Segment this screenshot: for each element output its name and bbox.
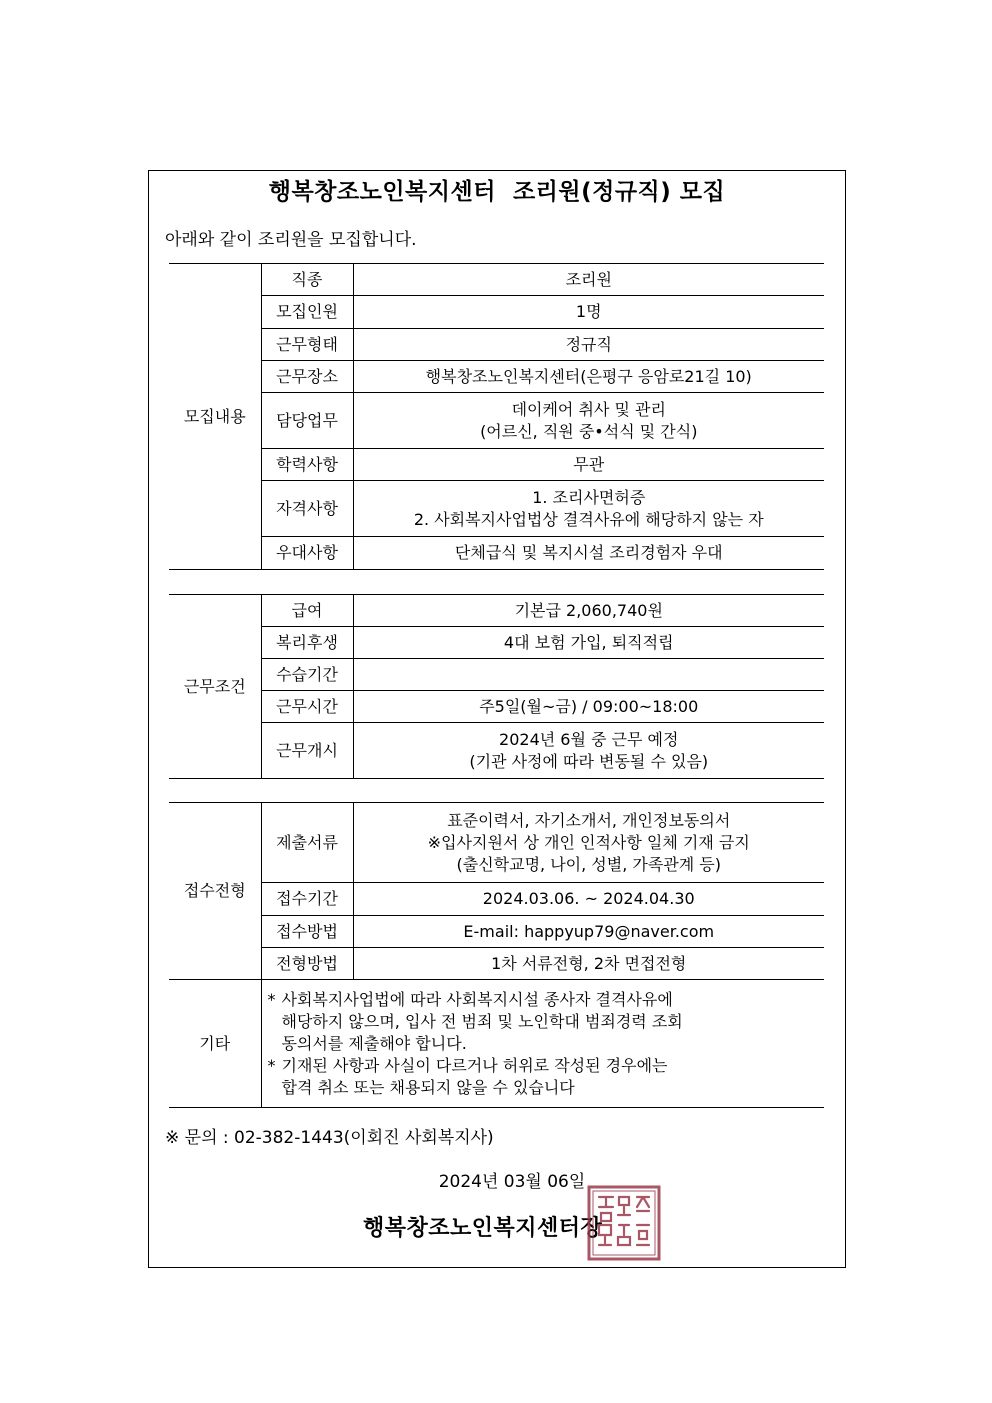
note-body xyxy=(282,989,683,1055)
note-item xyxy=(268,1055,819,1099)
table-row xyxy=(169,595,824,627)
official-seal-icon xyxy=(587,1185,661,1261)
row-label: 근무형태 xyxy=(261,329,353,361)
row-label: 근무개시 xyxy=(261,723,353,779)
row-value xyxy=(353,883,824,916)
table-row xyxy=(169,537,824,570)
table-row xyxy=(169,627,824,659)
page-title: 행복창조노인복지센터 조리원(정규직) 모집 xyxy=(268,179,726,205)
row-label: 우대사항 xyxy=(261,537,353,570)
row-value-line: 2024.03.06. ~ 2024.04.30 xyxy=(482,889,695,908)
row-value xyxy=(353,537,824,570)
row-value-line: 정규직 xyxy=(565,334,612,354)
section-group-label: 근무조건 xyxy=(169,595,261,779)
row-value-line: 기본급 2,060,740원 xyxy=(514,600,663,620)
row-value xyxy=(353,916,824,948)
row-label: 직종 xyxy=(261,264,353,296)
etc-notes xyxy=(261,980,824,1108)
row-value-line: 1. 조리사면허증 xyxy=(532,487,646,507)
etc-label: 기타 xyxy=(169,980,261,1108)
document-frame xyxy=(148,170,846,1268)
note-bullet: * xyxy=(267,1055,276,1075)
table-row xyxy=(169,916,824,948)
note-line: 동의서를 제출해야 합니다. xyxy=(281,1033,467,1053)
row-value-line: (출신학교명, 나이, 성별, 가족관계 등) xyxy=(456,854,721,874)
conditions-table xyxy=(169,594,824,779)
row-value-line: 단체급식 및 복지시설 조리경험자 우대 xyxy=(454,543,723,562)
row-value-line: 2024년 6월 중 근무 예정 xyxy=(499,729,679,749)
row-value xyxy=(353,948,824,980)
row-value-line: 무관 xyxy=(573,454,605,474)
table-row xyxy=(169,659,824,691)
row-value-line: 주5일(월~금) / 09:00~18:00 xyxy=(479,696,699,716)
recruit-table xyxy=(169,263,824,570)
table-row xyxy=(169,948,824,980)
row-label: 모집인원 xyxy=(261,296,353,329)
row-value xyxy=(353,329,824,361)
row-value-line: 4대 보험 가입, 퇴직적립 xyxy=(503,632,674,652)
row-value-line: 1명 xyxy=(575,302,602,321)
row-label: 근무시간 xyxy=(261,691,353,723)
section-group-label: 접수전형 xyxy=(169,803,261,980)
table-row-etc xyxy=(169,980,824,1108)
row-value xyxy=(353,449,824,481)
table-row xyxy=(169,296,824,329)
row-label: 자격사항 xyxy=(261,481,353,537)
note-line: 합격 취소 또는 채용되지 않을 수 있습니다 xyxy=(281,1077,575,1097)
row-value xyxy=(353,595,824,627)
issue-date: 2024년 03월 06일 xyxy=(438,1172,586,1192)
note-item xyxy=(268,989,819,1055)
row-label: 제출서류 xyxy=(261,803,353,883)
row-value-line: 데이케어 취사 및 관리 xyxy=(511,399,666,419)
row-value xyxy=(353,393,824,449)
row-label: 접수방법 xyxy=(261,916,353,948)
table-row xyxy=(169,449,824,481)
row-value-line: 1차 서류전형, 2차 면접전형 xyxy=(491,953,687,973)
row-label: 복리후생 xyxy=(261,627,353,659)
row-label: 학력사항 xyxy=(261,449,353,481)
table-row xyxy=(169,361,824,393)
application-table xyxy=(169,802,824,1108)
note-line: 사회복지사업법에 따라 사회복지시설 종사자 결격사유에 xyxy=(281,989,673,1009)
row-value-line: 행복창조노인복지센터(은평구 응암로21길 10) xyxy=(425,366,752,386)
row-label: 전형방법 xyxy=(261,948,353,980)
row-value xyxy=(353,627,824,659)
note-body xyxy=(282,1055,668,1099)
row-value-line: (기관 사정에 따라 변동될 수 있음) xyxy=(469,751,709,771)
row-label: 수습기간 xyxy=(261,659,353,691)
row-value-line: (어르신, 직원 중•석식 및 간식) xyxy=(480,421,698,441)
table-row xyxy=(169,883,824,916)
row-value xyxy=(353,691,824,723)
row-value xyxy=(353,264,824,296)
row-value xyxy=(353,723,824,779)
intro-text: 아래와 같이 조리원을 모집합니다. xyxy=(165,230,417,250)
table-row xyxy=(169,264,824,296)
table-row xyxy=(169,723,824,779)
row-value-line: ※입사지원서 상 개인 인적사항 일체 기재 금지 xyxy=(427,832,750,852)
row-value xyxy=(353,361,824,393)
note-line: 기재된 사항과 사실이 다르거나 허위로 작성된 경우에는 xyxy=(281,1055,668,1075)
row-value-line: 표준이력서, 자기소개서, 개인정보동의서 xyxy=(447,810,731,830)
table-row xyxy=(169,481,824,537)
table-row xyxy=(169,393,824,449)
signatory: 행복창조노인복지센터장 xyxy=(363,1216,603,1241)
row-label: 담당업무 xyxy=(261,393,353,449)
contact-info: ※ 문의 : 02-382-1443(이회진 사회복지사) xyxy=(165,1128,494,1148)
table-row xyxy=(169,329,824,361)
note-line: 해당하지 않으며, 입사 전 범죄 및 노인학대 범죄경력 조회 xyxy=(281,1011,683,1031)
row-label: 접수기간 xyxy=(261,883,353,916)
table-row xyxy=(169,803,824,883)
row-value-line: E-mail: happyup79@naver.com xyxy=(463,921,715,941)
row-label: 근무장소 xyxy=(261,361,353,393)
row-value-line: 2. 사회복지사업법상 결격사유에 해당하지 않는 자 xyxy=(413,509,764,529)
table-row xyxy=(169,691,824,723)
section-group-label: 모집내용 xyxy=(169,264,261,570)
row-label: 급여 xyxy=(261,595,353,627)
row-value xyxy=(353,659,824,691)
note-bullet: * xyxy=(267,989,276,1009)
row-value xyxy=(353,803,824,883)
row-value xyxy=(353,481,824,537)
row-value-line: 조리원 xyxy=(565,269,612,289)
row-value xyxy=(353,296,824,329)
